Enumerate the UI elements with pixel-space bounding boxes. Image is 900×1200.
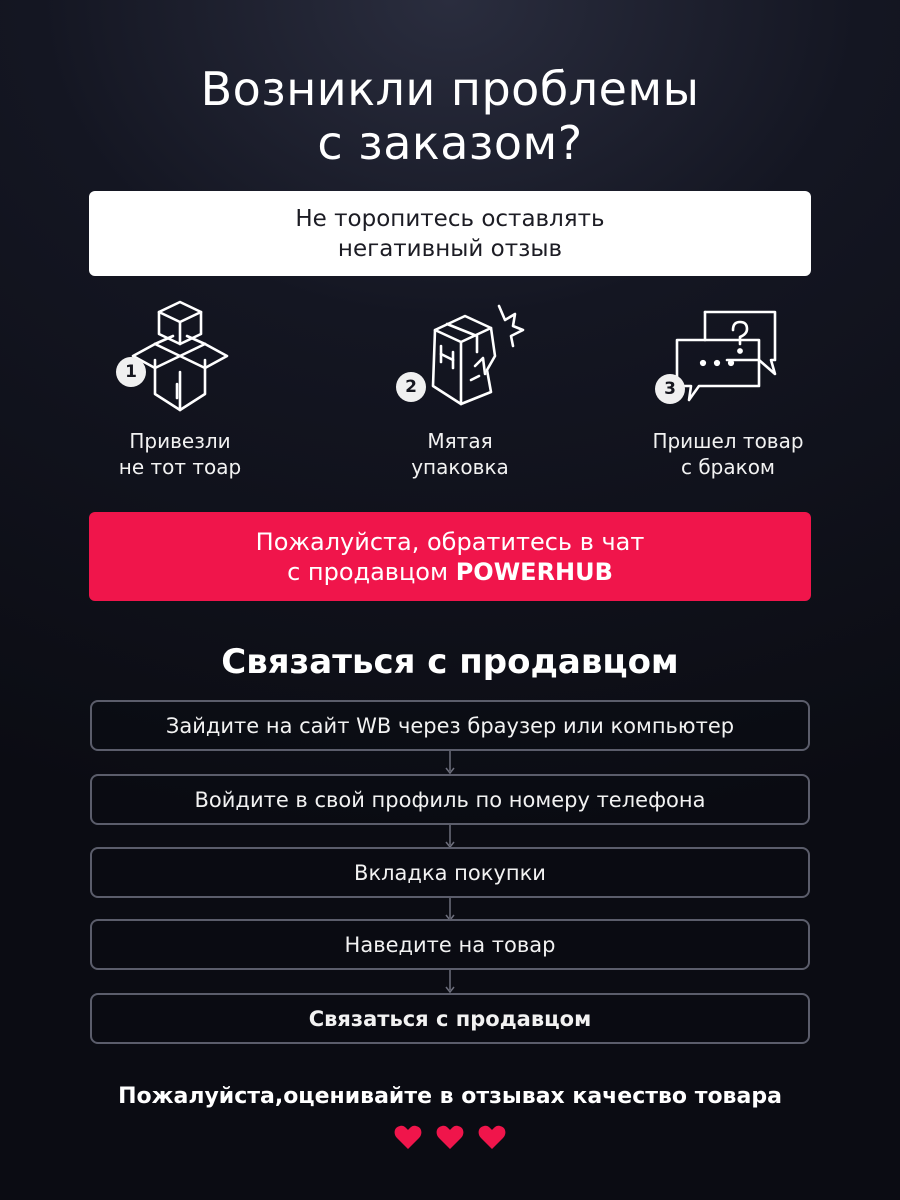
step-hover-item: Наведите на товар	[90, 919, 810, 970]
issue-defective-item	[608, 300, 848, 480]
notice-line-2: негативный отзыв	[337, 235, 563, 262]
issue-label-line: Привезли	[129, 429, 231, 453]
step-login-profile: Войдите в свой профиль по номеру телефона	[90, 774, 810, 825]
issue-label-line: не тот тоар	[118, 455, 242, 479]
hearts-row	[0, 1124, 900, 1150]
chat-question-icon	[663, 300, 793, 420]
page-title	[0, 62, 900, 170]
brand-name: POWERHUB	[455, 557, 613, 586]
damaged-box-icon	[395, 300, 525, 420]
notice-line-1: Не торопитесь оставлять	[295, 205, 605, 232]
issue-label-line: с браком	[680, 455, 776, 479]
issues-row	[0, 300, 900, 490]
heart-icon	[394, 1124, 422, 1150]
step-contact-seller: Связаться с продавцом	[90, 993, 810, 1044]
issue-wrong-item	[60, 300, 300, 480]
step-purchases-tab: Вкладка покупки	[90, 847, 810, 898]
heart-icon	[478, 1124, 506, 1150]
issue-label	[608, 428, 848, 480]
issue-number-2: 2	[396, 372, 426, 402]
issue-label-line: упаковка	[411, 455, 509, 479]
contact-title: Связаться с продавцом	[221, 642, 679, 682]
cta-line-2-prefix: с продавцом	[287, 557, 456, 586]
footer-text: Пожалуйста,оценивайте в отзывах качество товара	[118, 1084, 782, 1109]
issue-label-line: Мятая	[427, 429, 493, 453]
heart-icon	[436, 1124, 464, 1150]
arrow-down-icon	[444, 825, 456, 849]
issue-label	[340, 428, 580, 480]
arrow-down-icon	[444, 751, 456, 775]
issue-number-3: 3	[655, 374, 685, 404]
notice-banner	[89, 191, 811, 276]
chat-cta-banner	[89, 512, 811, 601]
issue-label-line: Пришел товар	[652, 429, 804, 453]
cta-line-1: Пожалуйста, обратитесь в чат	[255, 527, 645, 556]
arrow-down-icon	[444, 970, 456, 994]
issue-number-1: 1	[116, 357, 146, 387]
title-line-2: с заказом?	[317, 116, 583, 170]
title-line-1: Возникли проблемы	[200, 62, 700, 116]
step-open-site: Зайдите на сайт WB через браузер или компьютер	[90, 700, 810, 751]
cta-line-2	[287, 557, 613, 587]
issue-label	[60, 428, 300, 480]
issue-damaged-packaging	[340, 300, 580, 480]
